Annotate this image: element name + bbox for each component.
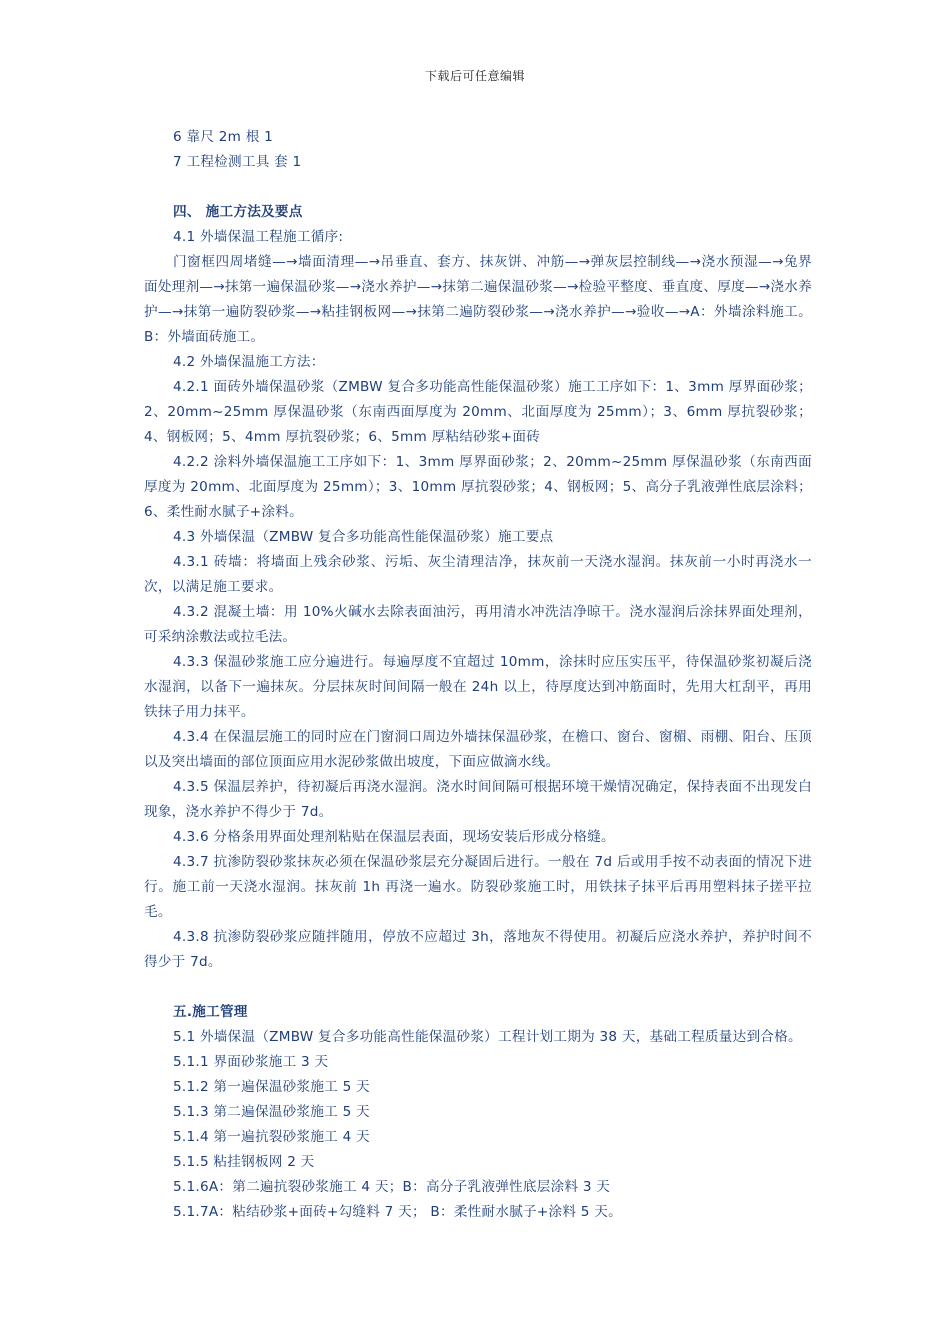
paragraph-5-1: 5.1 外墙保温（ZMBW 复合多功能高性能保温砂浆）工程计划工期为 38 天，基础工程质量达到合格。 [173, 1029, 802, 1045]
paragraph-4-2-1: 4.2.1 面砖外墙保温砂浆（ZMBW 复合多功能高性能保温砂浆）施工工序如下：1、3mm 厚界面砂浆；2、20mm~25mm 厚保温砂浆（东南西面厚度为 20mm、北面厚度为 25mm）；3、6mm 厚抗裂砂浆；4、钢板网；5、4mm 厚抗裂砂浆；6、5mm 厚粘结砂浆+面砖 [144, 379, 812, 445]
paragraph-5-1-3: 5.1.3 第二遍保温砂浆施工 5 天 [173, 1104, 370, 1120]
paragraph-4-3: 4.3 外墙保温（ZMBW 复合多功能高性能保温砂浆）施工要点 [173, 529, 554, 545]
document-body [144, 125, 812, 1225]
paragraph-4-1-flow: 门窗框四周堵缝—→墙面清理—→吊垂直、套方、抹灰饼、冲筋—→弹灰层控制线—→浇水预湿—→兔界面处理剂—→抹第一遍保温砂浆—→浇水养护—→抹第二遍保温砂浆—→检验平整度、垂直度、厚度—→浇水养护—→抹第一遍防裂砂浆—→粘挂钢板网—→抹第二遍防裂砂浆—→浇水养护—→验收—→A：外墙涂料施工。B：外墙面砖施工。 [144, 254, 812, 345]
tool-item-6: 6 靠尺 2m 根 1 [173, 129, 274, 145]
section-5-heading: 五.施工管理 [173, 1004, 248, 1020]
paragraph-4-2-2: 4.2.2 涂料外墙保温施工工序如下：1、3mm 厚界面砂浆；2、20mm~25mm 厚保温砂浆（东南西面厚度为 20mm、北面厚度为 25mm）；3、10mm 厚抗裂砂浆；4、钢板网；5、高分子乳液弹性底层涂料；6、柔性耐水腻子+涂料。 [144, 454, 812, 520]
paragraph-5-1-7: 5.1.7A：粘结砂浆+面砖+勾缝料 7 天； B：柔性耐水腻子+涂料 5 天。 [173, 1204, 622, 1220]
paragraph-4-3-4: 4.3.4 在保温层施工的同时应在门窗洞口周边外墙抹保温砂浆，在檐口、窗台、窗楣、雨棚、阳台、压顶以及突出墙面的部位顶面应用水泥砂浆做出坡度，下面应做滴水线。 [144, 729, 812, 770]
paragraph-4-3-8: 4.3.8 抗渗防裂砂浆应随拌随用，停放不应超过 3h，落地灰不得使用。初凝后应浇水养护，养护时间不得少于 7d。 [144, 929, 812, 970]
paragraph-4-3-7: 4.3.7 抗渗防裂砂浆抹灰必须在保温砂浆层充分凝固后进行。一般在 7d 后或用手按不动表面的情况下进行。施工前一天浇水湿润。抹灰前 1h 再浇一遍水。防裂砂浆施工时，用铁抹子抹平后再用塑料抹子搓平拉毛。 [144, 854, 812, 920]
page-header: 下载后可任意编辑 [424, 69, 525, 83]
paragraph-4-3-2: 4.3.2 混凝土墙：用 10%火碱水去除表面油污，再用清水冲洗洁净晾干。浇水湿润后涂抹界面处理剂，可采纳涂敷法或拉毛法。 [144, 604, 812, 645]
paragraph-4-3-1: 4.3.1 砖墙：将墙面上残余砂浆、污垢、灰尘清理洁净，抹灰前一天浇水湿润。抹灰前一小时再浇水一次，以满足施工要求。 [144, 554, 812, 595]
paragraph-4-1: 4.1 外墙保温工程施工循序: [173, 229, 344, 245]
paragraph-4-3-3: 4.3.3 保温砂浆施工应分遍进行。每遍厚度不宜超过 10mm，涂抹时应压实压平，待保温砂浆初凝后浇水湿润，以备下一遍抹灰。分层抹灰时间间隔一般在 24h 以上，待厚度达到冲筋面时，先用大杠刮平，再用铁抹子用力抹平。 [144, 654, 812, 720]
paragraph-5-1-6: 5.1.6A：第二遍抗裂砂浆施工 4 天；B：高分子乳液弹性底层涂料 3 天 [173, 1179, 611, 1195]
paragraph-5-1-1: 5.1.1 界面砂浆施工 3 天 [173, 1054, 329, 1070]
paragraph-5-1-2: 5.1.2 第一遍保温砂浆施工 5 天 [173, 1079, 370, 1095]
tool-item-7: 7 工程检测工具 套 1 [173, 154, 302, 170]
paragraph-4-3-5: 4.3.5 保温层养护，待初凝后再浇水湿润。浇水时间间隔可根据环境干燥情况确定，保持表面不出现发白现象，浇水养护不得少于 7d。 [144, 779, 812, 820]
spacer [144, 975, 812, 1000]
paragraph-5-1-4: 5.1.4 第一遍抗裂砂浆施工 4 天 [173, 1129, 370, 1145]
spacer [144, 175, 812, 200]
paragraph-5-1-5: 5.1.5 粘挂钢板网 2 天 [173, 1154, 315, 1170]
paragraph-4-3-6: 4.3.6 分格条用界面处理剂粘贴在保温层表面，现场安装后形成分格缝。 [173, 829, 615, 845]
paragraph-4-2: 4.2 外墙保温施工方法： [173, 354, 325, 370]
section-4-heading: 四、 施工方法及要点 [173, 204, 303, 220]
